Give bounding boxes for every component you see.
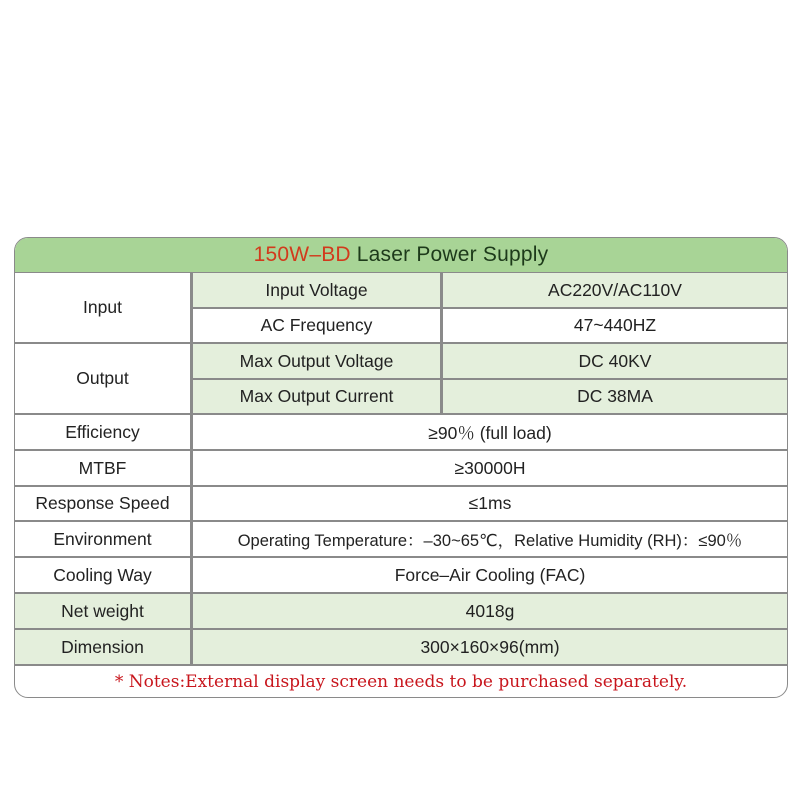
spec-table [14,237,788,698]
label-cooling-way: Cooling Way [15,558,193,592]
title-model: 150W–BD [253,243,351,266]
param-ac-frequency: AC Frequency [193,309,443,342]
param-max-output-current: Max Output Current [193,380,443,413]
table-row [15,415,787,451]
label-response-speed: Response Speed [15,487,193,520]
label-dimension: Dimension [15,630,193,664]
label-efficiency: Efficiency [15,415,193,449]
label-environment: Environment [15,522,193,556]
value-environment: Operating Temperature：–30~65℃，Relative Humidity (RH)：≤90％ [237,532,743,550]
value-efficiency: ≥90％ (full load) [428,422,552,443]
group-label-input: Input [15,273,193,344]
value-input-voltage: AC220V/AC110V [443,273,787,307]
value-max-output-current: DC 38MA [443,380,787,413]
label-mtbf: MTBF [15,451,193,485]
table-row [193,344,787,380]
title-name: Laser Power Supply [356,243,549,266]
value-max-output-voltage: DC 40KV [443,344,787,378]
value-response-speed: ≤1ms [468,493,512,513]
value-dimension: 300×160×96(mm) [420,636,560,657]
value-mtbf: ≥30000H [454,457,526,478]
table-row [15,630,787,666]
value-net-weight: 4018g [465,600,515,621]
table-row [193,273,787,309]
table-row [193,309,787,344]
table-row [15,487,787,522]
param-input-voltage: Input Voltage [193,273,443,307]
table-row [15,558,787,594]
table-row [15,594,787,630]
group-label-output: Output [15,344,193,415]
table-row [193,380,787,415]
table-row [15,522,787,558]
table-title [15,238,787,274]
value-ac-frequency: 47~440HZ [443,309,787,342]
notes-text: * Notes:External display screen needs to be purchased separately. [114,671,688,692]
param-max-output-voltage: Max Output Voltage [193,344,443,378]
table-row [15,451,787,487]
label-net-weight: Net weight [15,594,193,628]
value-cooling-way: Force–Air Cooling (FAC) [394,564,586,585]
